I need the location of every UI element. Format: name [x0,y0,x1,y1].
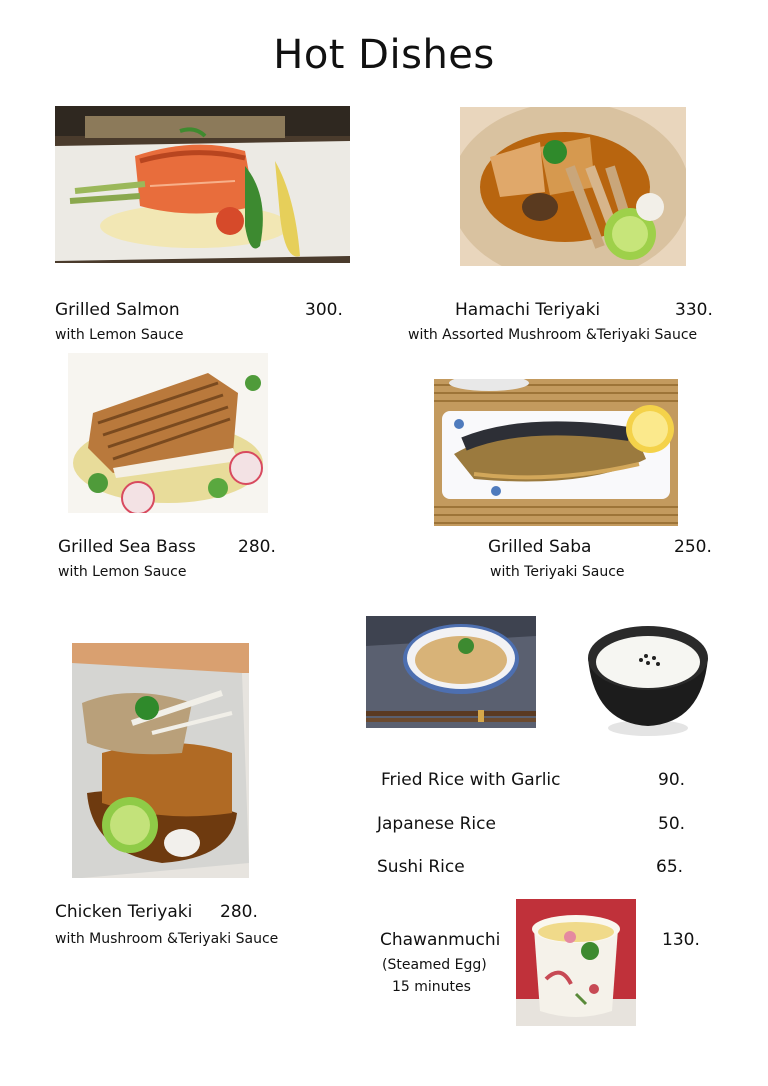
grilled-salmon-photo [55,106,350,263]
japanese-rice-name: Japanese Rice [377,814,496,834]
grilled-saba-description: with Teriyaki Sauce [490,564,625,580]
hamachi-teriyaki-price: 330. [675,300,713,320]
grilled-saba-name: Grilled Saba [488,537,592,557]
fried-rice-garlic-price: 90. [658,770,686,790]
hamachi-teriyaki-name: Hamachi Teriyaki [455,300,601,320]
grilled-saba-price: 250. [674,537,712,557]
fried-rice-garlic-name: Fried Rice with Garlic [381,770,561,790]
grilled-sea-bass-photo [68,353,268,513]
sushi-rice-price: 65. [656,857,684,877]
chicken-teriyaki-photo [72,643,249,878]
chicken-teriyaki-price: 280. [220,902,258,922]
japanese-rice-photo [586,618,712,740]
grilled-sea-bass-name: Grilled Sea Bass [58,537,196,557]
chicken-teriyaki-name: Chicken Teriyaki [55,902,193,922]
chawanmuchi-photo [516,899,636,1026]
fried-rice-photo [366,616,536,728]
sushi-rice-name: Sushi Rice [377,857,465,877]
grilled-salmon-price: 300. [305,300,343,320]
chawanmuchi-name: Chawanmuchi [380,930,501,950]
chawanmuchi-price: 130. [662,930,700,950]
grilled-sea-bass-description: with Lemon Sauce [58,564,187,580]
chawanmuchi-note: 15 minutes [392,979,471,995]
hamachi-teriyaki-description: with Assorted Mushroom &Teriyaki Sauce [408,327,698,343]
hamachi-teriyaki-photo [460,107,686,266]
grilled-salmon-description: with Lemon Sauce [55,327,184,343]
grilled-saba-photo [434,379,678,526]
page-title: Hot Dishes [273,32,495,78]
grilled-salmon-name: Grilled Salmon [55,300,180,320]
chawanmuchi-description: (Steamed Egg) [382,957,487,973]
japanese-rice-price: 50. [658,814,686,834]
chicken-teriyaki-description: with Mushroom &Teriyaki Sauce [55,931,279,947]
grilled-sea-bass-price: 280. [238,537,276,557]
